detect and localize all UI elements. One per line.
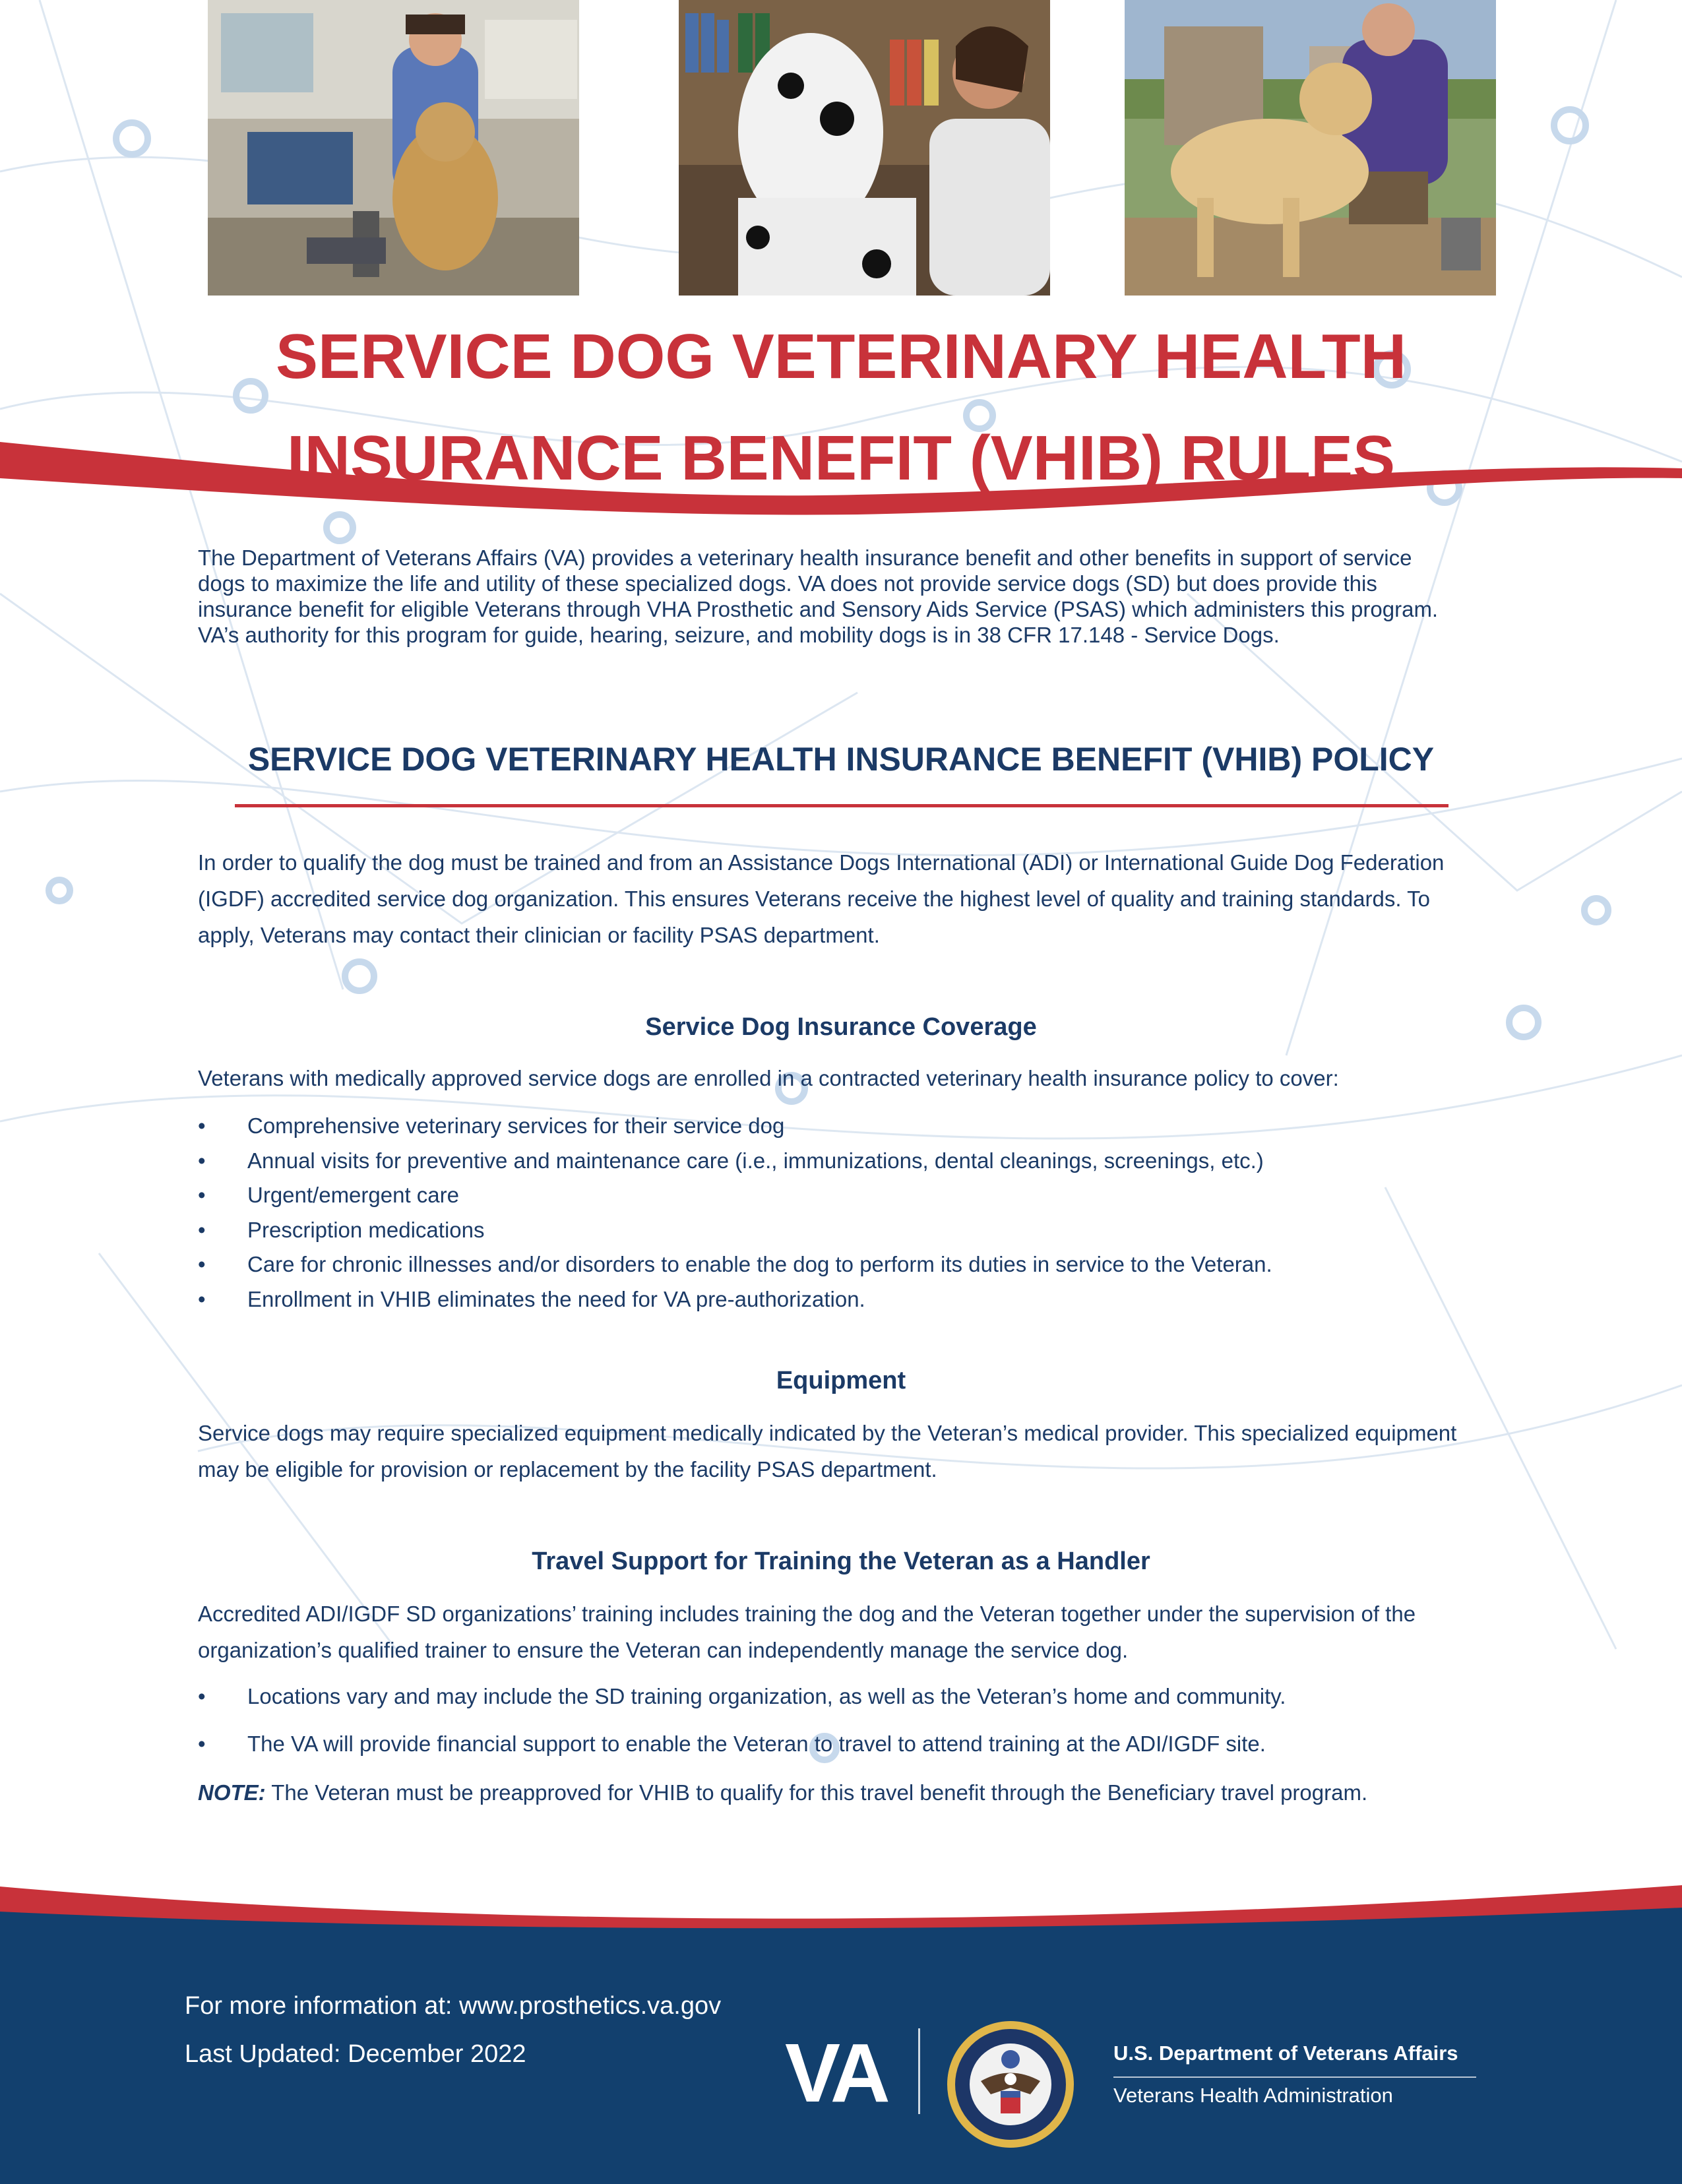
bullet-icon: • [198, 1684, 206, 1708]
bullet-icon: • [198, 1217, 206, 1242]
policy-paragraph: In order to qualify the dog must be trained and from an Assistance Dogs International (ADI) or International Guide Dog Federation (IGDF) accredited service dog organization. This ensures Veterans receive the highest level of quality and training standards. To apply, Veterans may contact their clinician or facility PSAS department. [198, 850, 1445, 947]
va-logo: VA [785, 2026, 887, 2119]
intro-paragraph: The Department of Veterans Affairs (VA) provides a veterinary health insurance benefit and other benefits in support of service dogs to maximize the life and utility of these specialized dogs. VA does not provide service dogs (SD) but does provide this insurance benefit for eligible Veterans through VHA Prosthetic and Sensory Aids Service (PSAS) which administers this program. VA’s authority for this program for guide, hearing, seizure, and mobility dogs is in 38 CFR 17.148 - Service Dogs. [198, 546, 1439, 647]
footer-last-updated: Last Updated: December 2022 [185, 2040, 526, 2068]
bullet-icon: • [198, 1183, 206, 1207]
footer-info-link[interactable]: For more information at: www.prosthetics.va.gov [185, 1992, 722, 2020]
list-item-text: Urgent/emergent care [247, 1183, 459, 1207]
list-item-text: Locations vary and may include the SD training organization, as well as the Veteran’s home and community. [247, 1684, 1286, 1708]
department-rule [1113, 2076, 1476, 2078]
list-item [198, 1178, 1484, 1213]
bullet-icon: • [198, 1286, 206, 1311]
veteran-with-dog-photo [208, 0, 579, 296]
bullet-icon: • [198, 1252, 206, 1276]
woman-with-great-dane-photo [679, 0, 1050, 296]
man-with-dog-outdoors-photo [1125, 0, 1496, 296]
travel-paragraph: Accredited ADI/IGDF SD organizations’ training includes training the dog and the Veteran together under the supervision of the organization’s qualified trainer to ensure the Veteran can independently manage the service dog. [198, 1602, 1416, 1662]
policy-heading-rule [235, 804, 1448, 807]
equipment-paragraph: Service dogs may require specialized equipment medically indicated by the Veteran’s medical provider. This specialized equipment may be eligible for provision or replacement by the facility PSAS department. [198, 1421, 1457, 1482]
list-item-text: Comprehensive veterinary services for their service dog [247, 1113, 785, 1138]
travel-list [198, 1681, 1484, 1776]
bullet-icon: • [198, 1732, 206, 1756]
list-item-text: Annual visits for preventive and maintenance care (i.e., immunizations, dental cleanings, screenings, etc.) [247, 1148, 1264, 1173]
equipment-heading: Equipment [776, 1367, 906, 1394]
list-item [198, 1144, 1484, 1179]
bullet-icon: • [198, 1113, 206, 1138]
list-item-text: The VA will provide financial support to enable the Veteran to travel to attend training at the ADI/IGDF site. [247, 1732, 1266, 1756]
list-item-text: Care for chronic illnesses and/or disorders to enable the dog to perform its duties in service to the Veteran. [247, 1252, 1272, 1276]
note-label: NOTE: [198, 1780, 266, 1805]
note-text: The Veteran must be preapproved for VHIB to qualify for this travel benefit through the Beneficiary travel program. [265, 1780, 1368, 1805]
administration-name: Veterans Health Administration [1113, 2084, 1393, 2107]
list-item-text: Prescription medications [247, 1217, 485, 1242]
page-title-line-2: INSURANCE BENEFIT (VHIB) RULES [286, 423, 1396, 493]
bullet-icon: • [198, 1148, 206, 1173]
travel-heading: Travel Support for Training the Veteran as a Handler [532, 1547, 1150, 1575]
coverage-list [198, 1109, 1484, 1317]
list-item [198, 1213, 1484, 1248]
policy-heading: SERVICE DOG VETERINARY HEALTH INSURANCE BENEFIT (VHIB) POLICY [247, 741, 1435, 778]
department-name: U.S. Department of Veterans Affairs [1113, 2042, 1458, 2065]
page-title-line-1: SERVICE DOG VETERINARY HEALTH [275, 321, 1407, 392]
coverage-heading: Service Dog Insurance Coverage [645, 1013, 1037, 1041]
note-line [198, 1774, 1484, 1811]
va-seal-icon [945, 2018, 1076, 2150]
list-item [198, 1681, 1484, 1712]
list-item [198, 1728, 1484, 1760]
list-item [198, 1247, 1484, 1282]
list-item [198, 1282, 1484, 1317]
footer-divider [918, 2028, 920, 2114]
coverage-intro: Veterans with medically approved service dogs are enrolled in a contracted veterinary health insurance policy to cover: [198, 1066, 1339, 1090]
list-item [198, 1109, 1484, 1144]
list-item-text: Enrollment in VHIB eliminates the need for VA pre-authorization. [247, 1286, 865, 1311]
